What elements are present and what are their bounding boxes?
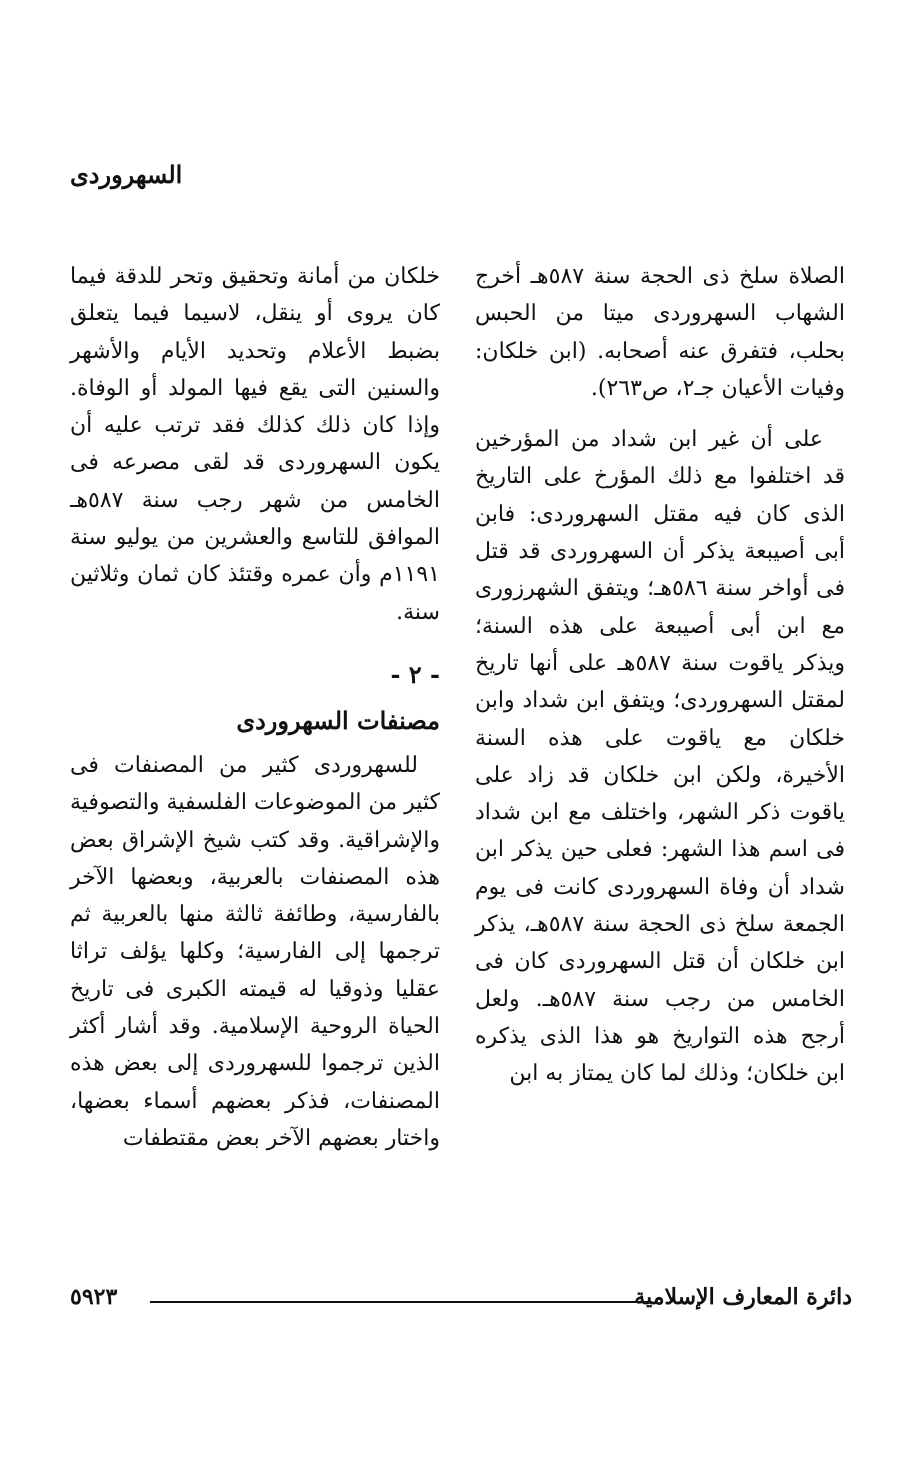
page-footer <box>70 1284 852 1314</box>
section-number: - ٢ - <box>390 659 440 689</box>
footer-rule <box>150 1301 652 1303</box>
running-head: السهروردى <box>70 160 183 189</box>
page-number: ٥٩٢٣ <box>70 1284 118 1310</box>
left-paragraph-1: خلكان من أمانة وتحقيق وتحر للدقة فيما كان يروى أو ينقل، لاسيما فيما يتعلق بضبط الأعلام وتحديد الأيام والأشهر والسنين التى يقع فيها المولد أو الوفاة. وإذا كان ذلك كذلك فقد ترتب عليه أن يكون السهروردى قد لقى مصرعه فى الخامس من شهر رجب سنة ٥٨٧هـ الموافق للتاسع والعشرين من يوليو سنة ١١٩١م وأن عمره وقتئذ كان ثمان وثلاثين سنة. <box>70 264 440 625</box>
left-paragraph-2: للسهروردى كثير من المصنفات فى كثير من الموضوعات الفلسفية والتصوفية والإشراقية. وقد كتب شيخ الإشراق بعض هذه المصنفات بالعربية، وبعضها الآخر بالفارسية، وطائفة ثالثة منها بالعربية ثم ترجمها إلى الفارسية؛ وكلها يؤلف تراثا عقليا وذوقيا له قيمته الكبرى فى تاريخ الحياة الروحية الإسلامية. وقد أشار أكثر الذين ترجموا للسهروردى إلى بعض هذه المصنفات، فذكر بعضهم أسماء بعضها، واختار بعضهم الآخر بعض مقتطفات <box>70 752 440 1151</box>
footer-title: دائرة المعارف الإسلامية <box>634 1284 852 1310</box>
right-column <box>475 258 845 1093</box>
section-title: مصنفات السهروردى <box>236 705 440 735</box>
left-column <box>70 258 440 1157</box>
right-paragraph-1: الصلاة سلخ ذى الحجة سنة ٥٨٧هـ أخرج الشهاب السهروردى ميتا من الحبس بحلب، فتفرق عنه أصحابه. (ابن خلكان: وفيات الأعيان جـ٢، ص٢٦٣). <box>475 264 846 401</box>
right-paragraph-2: على أن غير ابن شداد من المؤرخين قد اختلفوا مع ذلك المؤرخ على التاريخ الذى كان فيه مقتل السهروردى: فابن أبى أصيبعة يذكر أن السهروردى قد قتل فى أواخر سنة ٥٨٦هـ؛ ويتفق الشهرزورى مع ابن أبى أصيبعة على هذه السنة؛ ويذكر ياقوت سنة ٥٨٧هـ على أنها تاريخ لمقتل السهروردى؛ ويتفق ابن شداد وابن خلكان مع ياقوت على هذه السنة الأخيرة، ولكن ابن خلكان قد زاد على ياقوت ذكر الشهر، واختلف مع ابن شداد فى اسم هذا الشهر: فعلى حين يذكر ابن شداد أن وفاة السهروردى كانت فى يوم الجمعة سلخ ذى الحجة سنة ٥٨٧هـ، يذكر ابن خلكان أن قتل السهروردى كان فى الخامس من رجب سنة ٥٨٧هـ. ولعل أرجح هذه التواريخ هو هذا الذى يذكره ابن خلكان؛ وذلك لما كان يمتاز به ابن <box>475 427 845 1087</box>
